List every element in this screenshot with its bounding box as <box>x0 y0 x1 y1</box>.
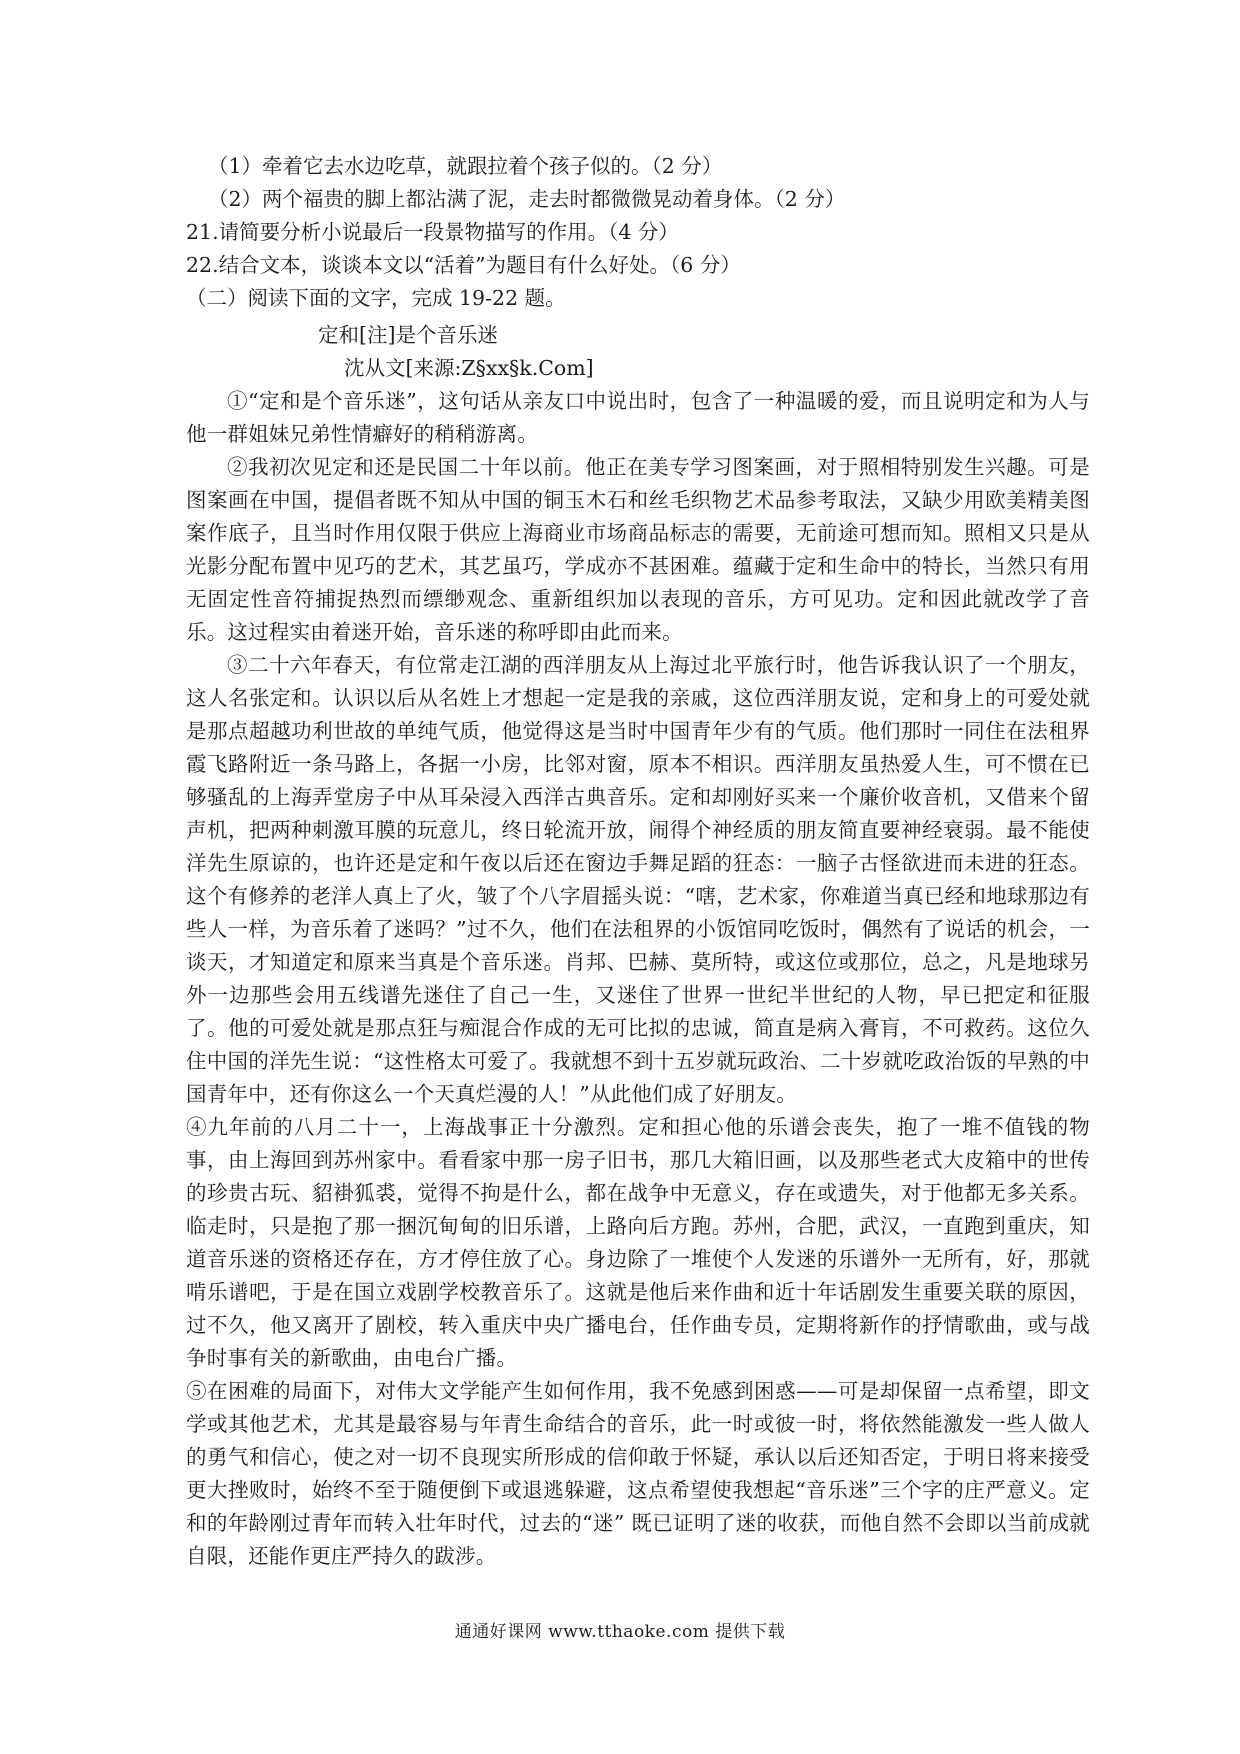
article-paragraph-3: ③二十六年春天，有位常走江湖的西洋朋友从上海过北平旅行时，他告诉我认识了一个朋友，这人名张定和。认识以后从名姓上才想起一定是我的亲戚，这位西洋朋友说，定和身上的可爱处就是那点超越功利世故的单纯气质，他觉得这是当时中国青年少有的气质。他们那时一同住在法租界霞飞路附近一条马路上，各据一小房，比邻对窗，原本不相识。西洋朋友虽热爱人生，可不惯在已够骚乱的上海弄堂房子中从耳朵浸入西洋古典音乐。定和却刚好买来一个廉价收音机，又借来个留声机，把两种刺激耳膜的玩意儿，终日轮流开放，闹得个神经质的朋友简直要神经衰弱。最不能使洋先生原谅的，也许还是定和午夜以后还在窗边手舞足蹈的狂态：一脑子古怪欲进而未进的狂态。这个有修养的老洋人真上了火，皱了个八字眉摇头说：“嗐，艺术家，你难道当真已经和地球那边有些人一样，为音乐着了迷吗？”过不久，他们在法租界的小饭馆同吃饭时，偶然有了说话的机会，一谈天，才知道定和原来当真是个音乐迷。肖邦、巴赫、莫所特，或这位或那位，总之，凡是地球另外一边那些会用五线谱先迷住了自己一生，又迷住了世界一世纪半世纪的人物，早已把定和征服了。他的可爱处就是那点狂与痴混合作成的无可比拟的忠诚，简直是病入膏肓，不可救药。这位久住中国的洋先生说：“这性格太可爱了。我就想不到十五岁就玩政治、二十岁就吃政治饭的早熟的中国青年中，还有你这么一个天真烂漫的人！”从此他们成了好朋友。 <box>186 653 1090 1106</box>
question-21: 21.请简要分析小说最后一段景物描写的作用。（4 分） <box>186 220 679 244</box>
question-20-part-2: （2）两个福贵的脚上都沾满了泥，走去时都微微晃动着身体。（2 分） <box>208 187 846 211</box>
page-content <box>186 150 1090 1573</box>
section-heading: （二）阅读下面的文字，完成 19-22 题。 <box>186 286 566 310</box>
footer-credit: 通通好课网 www.tthaoke.com 提供下载 <box>454 1622 786 1642</box>
article-paragraph-2: ②我初次见定和还是民国二十年以前。他正在美专学习图案画，对于照相特别发生兴趣。可是图案画在中国，提倡者既不知从中国的铜玉木石和丝毛织物艺术品参考取法，又缺少用欧美精美图案作底子，且当时作用仅限于供应上海商业市场商品标志的需要，无前途可想而知。照相又只是从光影分配布置中见巧的艺术，其艺虽巧，学成亦不甚困难。蕴藏于定和生命中的特长，当然只有用无固定性音符捕捉热烈而缥缈观念、重新组织加以表现的音乐，方可见功。定和因此就改学了音乐。这过程实由着迷开始，音乐迷的称呼即由此而来。 <box>186 455 1090 644</box>
article-paragraph-4: ④九年前的八月二十一，上海战事正十分激烈。定和担心他的乐谱会丧失，抱了一堆不值钱的物事，由上海回到苏州家中。看看家中那一房子旧书，那几大箱旧画，以及那些老式大皮箱中的世传的珍贵古玩、貂褂狐裘，觉得不拘是什么，都在战争中无意义，存在或遗失，对于他都无多关系。临走时，只是抱了那一捆沉甸甸的旧乐谱，上路向后方跑。苏州，合肥，武汉，一直跑到重庆，知道音乐迷的资格还存在，方才停住放了心。身边除了一堆使个人发迷的乐谱外一无所有，好，那就啃乐谱吧，于是在国立戏剧学校教音乐了。这就是他后来作曲和近十年话剧发生重要关联的原因，过不久，他又离开了剧校，转入重庆中央广播电台，任作曲专员，定期将新作的抒情歌曲，或与战争时事有关的新歌曲，由电台广播。 <box>186 1115 1090 1370</box>
question-22: 22.结合文本，谈谈本文以“活着”为题目有什么好处。（6 分） <box>186 253 741 277</box>
article-paragraph-1: ①“定和是个音乐迷”，这句话从亲友口中说出时，包含了一种温暖的爱，而且说明定和为人与他一群姐妹兄弟性情癖好的稍稍游离。 <box>186 389 1090 446</box>
article-author: 沈从文[来源:Z§xx§k.Com] <box>344 356 594 380</box>
question-20-part-1: （1）牵着它去水边吃草，就跟拉着个孩子似的。（2 分） <box>208 154 723 178</box>
article-title: 定和[注]是个音乐迷 <box>318 323 498 347</box>
article-paragraph-5: ⑤在困难的局面下，对伟大文学能产生如何作用，我不免感到困惑——可是却保留一点希望，即文学或其他艺术，尤其是最容易与年青生命结合的音乐，此一时或彼一时，将依然能激发一些人做人的勇气和信心，使之对一切不良现实所形成的信仰敢于怀疑，承认以后还知否定，于明日将来接受更大挫败时，始终不至于随便倒下或退逃躲避，这点希望使我想起“音乐迷”三个字的庄严意义。定和的年龄刚过青年而转入壮年时代，过去的“迷” 既已证明了迷的收获，而他自然不会即以当前成就自限，还能作更庄严持久的跋涉。 <box>186 1379 1090 1568</box>
